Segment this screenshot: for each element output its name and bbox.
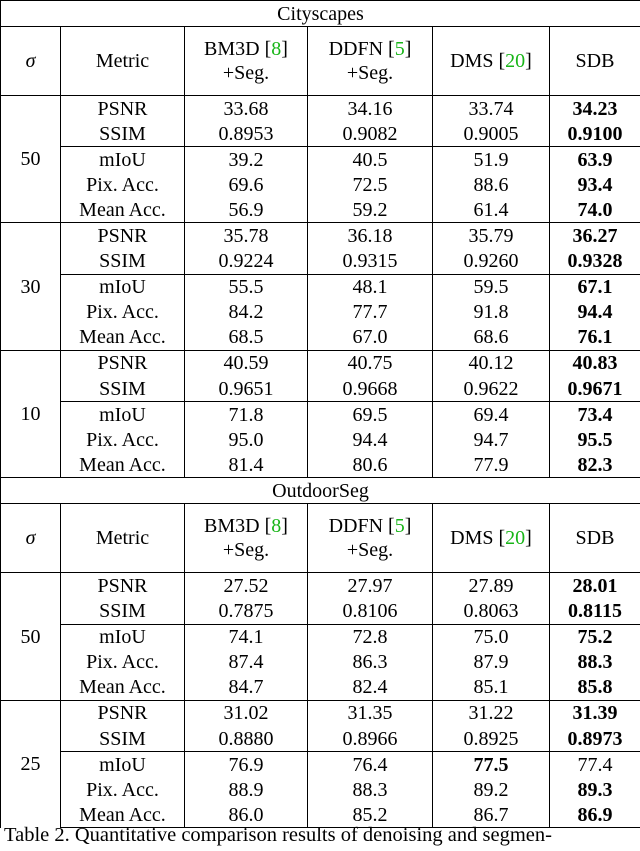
value-text: 80.6 xyxy=(352,453,388,476)
method-header xyxy=(308,504,433,573)
best-value: 73.4 xyxy=(577,403,613,426)
metric-value xyxy=(550,599,640,625)
metric-value xyxy=(433,700,550,726)
value-text: 72.8 xyxy=(352,626,388,649)
metric-value xyxy=(185,700,308,726)
method-header xyxy=(550,27,640,96)
dataset-title: OutdoorSeg xyxy=(1,478,640,504)
method-header xyxy=(308,27,433,96)
metric-label: SSIM xyxy=(61,121,185,147)
table-row xyxy=(1,452,640,478)
metric-value xyxy=(550,300,640,325)
metric-value xyxy=(550,573,640,599)
citation-link[interactable]: 20 xyxy=(505,527,526,550)
citation-link[interactable]: 20 xyxy=(505,50,526,72)
table-row xyxy=(1,147,640,173)
value-text: 0.9622 xyxy=(463,377,519,400)
metric-value xyxy=(550,376,640,402)
best-value: 67.1 xyxy=(577,276,613,299)
method-name: DMS [ xyxy=(450,527,506,550)
table-row xyxy=(1,223,640,249)
metric-value xyxy=(433,325,550,351)
metric-value xyxy=(433,752,550,778)
sigma-value: 25 xyxy=(1,700,61,827)
method-name: BM3D [ xyxy=(204,515,272,538)
value-text: 76.9 xyxy=(228,753,264,776)
sigma-value: 30 xyxy=(1,223,61,350)
table-row xyxy=(1,96,640,122)
bracket: ] xyxy=(404,515,412,538)
metric-value xyxy=(185,777,308,802)
metric-value xyxy=(308,427,433,452)
best-value: 94.4 xyxy=(577,301,613,324)
value-text: 40.75 xyxy=(347,352,393,375)
metric-label: Pix. Acc. xyxy=(61,777,185,802)
value-text: 89.2 xyxy=(473,778,509,801)
value-text: 74.1 xyxy=(228,626,264,649)
metric-value xyxy=(550,777,640,802)
best-value: 89.3 xyxy=(577,778,613,801)
sigma-value: 50 xyxy=(1,96,61,223)
table-row xyxy=(1,197,640,223)
metric-value xyxy=(185,249,308,275)
best-value: 40.83 xyxy=(572,352,618,375)
metric-value xyxy=(550,675,640,701)
value-text: 59.5 xyxy=(473,276,509,299)
metric-value xyxy=(433,452,550,478)
metric-value xyxy=(308,573,433,599)
best-value: 0.8115 xyxy=(568,600,622,623)
metric-label: Mean Acc. xyxy=(61,452,185,478)
best-value: 86.9 xyxy=(577,803,613,826)
table-row xyxy=(1,350,640,376)
table-caption: Table 2. Quantitative comparison results of denoising and segmen- xyxy=(4,824,552,846)
metric-value xyxy=(550,325,640,351)
value-text: 56.9 xyxy=(228,198,264,221)
metric-value xyxy=(185,752,308,778)
best-value: 36.27 xyxy=(572,225,618,248)
table-row xyxy=(1,624,640,650)
best-value: 63.9 xyxy=(577,148,613,171)
value-text: 85.2 xyxy=(352,803,388,826)
metric-value xyxy=(550,197,640,223)
metric-value xyxy=(308,376,433,402)
metric-label: Pix. Acc. xyxy=(61,650,185,675)
metric-value xyxy=(185,624,308,650)
value-text: 86.0 xyxy=(228,803,264,826)
metric-value xyxy=(433,726,550,752)
metric-value xyxy=(433,650,550,675)
value-text: 0.9082 xyxy=(342,122,398,145)
value-text: 40.59 xyxy=(223,352,269,375)
metric-value xyxy=(433,300,550,325)
metric-value xyxy=(308,197,433,223)
value-text: 27.89 xyxy=(468,574,514,597)
metric-value xyxy=(308,350,433,376)
best-value: 93.4 xyxy=(577,173,613,196)
method-suffix: +Seg. xyxy=(346,62,394,84)
metric-label: PSNR xyxy=(61,96,185,122)
table-row xyxy=(1,700,640,726)
bracket: ] xyxy=(525,50,532,72)
metric-value xyxy=(308,777,433,802)
bracket: ] xyxy=(281,515,288,538)
table-row xyxy=(1,325,640,351)
metric-value xyxy=(185,197,308,223)
metric-value xyxy=(185,402,308,428)
metric-value xyxy=(550,147,640,173)
value-text: 31.02 xyxy=(223,702,269,725)
best-value: 76.1 xyxy=(577,326,613,349)
table-row xyxy=(1,300,640,325)
value-text: 68.6 xyxy=(473,326,509,349)
table-row xyxy=(1,402,640,428)
value-text: 69.5 xyxy=(352,403,388,426)
sigma-value: 50 xyxy=(1,573,61,700)
value-text: 82.4 xyxy=(352,676,388,699)
value-text: 59.2 xyxy=(352,198,388,221)
metric-label: Mean Acc. xyxy=(61,325,185,351)
metric-label: Pix. Acc. xyxy=(61,300,185,325)
metric-label: Mean Acc. xyxy=(61,675,185,701)
best-value: 82.3 xyxy=(577,453,613,476)
value-text: 95.0 xyxy=(228,428,264,451)
value-text: 39.2 xyxy=(228,148,264,171)
metric-value xyxy=(185,350,308,376)
value-text: 91.8 xyxy=(473,301,509,324)
metric-value xyxy=(308,274,433,300)
value-text: 86.7 xyxy=(473,803,509,826)
value-text: 86.3 xyxy=(352,651,388,674)
metric-value xyxy=(433,96,550,122)
metric-value xyxy=(550,452,640,478)
bracket: ] xyxy=(404,38,412,60)
metric-value xyxy=(433,675,550,701)
method-name: DDFN [ xyxy=(328,515,395,538)
metric-label: SSIM xyxy=(61,249,185,275)
best-value: 77.5 xyxy=(473,753,509,776)
value-text: 88.6 xyxy=(473,173,509,196)
metric-label: mIoU xyxy=(61,624,185,650)
metric-value xyxy=(308,675,433,701)
metric-value xyxy=(550,726,640,752)
sigma-header: σ xyxy=(1,27,61,96)
metric-value xyxy=(433,777,550,802)
metric-value xyxy=(308,325,433,351)
metric-value xyxy=(433,172,550,197)
metric-label: mIoU xyxy=(61,752,185,778)
metric-label: SSIM xyxy=(61,726,185,752)
dataset-title-row xyxy=(1,478,640,504)
citation-link[interactable]: 5 xyxy=(394,515,405,538)
metric-value xyxy=(308,121,433,147)
table-row xyxy=(1,675,640,701)
method-suffix: +Seg. xyxy=(222,539,270,562)
metric-value xyxy=(433,573,550,599)
value-text: 40.5 xyxy=(352,148,388,171)
metric-value xyxy=(185,726,308,752)
value-text: 51.9 xyxy=(473,148,509,171)
value-text: 87.4 xyxy=(228,651,264,674)
table-row xyxy=(1,121,640,147)
metric-value xyxy=(185,274,308,300)
value-text: 88.3 xyxy=(352,778,388,801)
value-text: 81.4 xyxy=(228,453,264,476)
best-value: 74.0 xyxy=(577,198,613,221)
method-name: SDB xyxy=(575,527,615,550)
metric-value xyxy=(185,427,308,452)
value-text: 94.4 xyxy=(352,428,388,451)
value-text: 27.52 xyxy=(223,574,269,597)
value-text: 0.8925 xyxy=(463,727,519,750)
method-name: DMS [ xyxy=(450,50,506,72)
metric-value xyxy=(185,121,308,147)
metric-value xyxy=(433,350,550,376)
value-text: 0.9260 xyxy=(463,250,519,273)
value-text: 33.74 xyxy=(468,97,514,120)
value-text: 0.9315 xyxy=(342,250,398,273)
metric-value xyxy=(433,427,550,452)
metric-label: SSIM xyxy=(61,376,185,402)
metric-value xyxy=(550,752,640,778)
value-text: 0.8106 xyxy=(342,600,398,623)
metric-label: PSNR xyxy=(61,573,185,599)
metric-value xyxy=(550,624,640,650)
method-name: SDB xyxy=(575,50,615,72)
value-text: 68.5 xyxy=(228,326,264,349)
metric-value xyxy=(185,300,308,325)
metric-value xyxy=(433,197,550,223)
method-header xyxy=(550,504,640,573)
value-text: 55.5 xyxy=(228,276,264,299)
metric-header: Metric xyxy=(61,504,185,573)
header-row xyxy=(1,27,640,96)
metric-value xyxy=(308,726,433,752)
value-text: 84.2 xyxy=(228,301,264,324)
value-text: 31.22 xyxy=(468,702,514,725)
metric-label: Pix. Acc. xyxy=(61,172,185,197)
table-row xyxy=(1,726,640,752)
metric-value xyxy=(185,650,308,675)
metric-value xyxy=(308,624,433,650)
value-text: 48.1 xyxy=(352,276,388,299)
value-text: 72.5 xyxy=(352,173,388,196)
best-value: 0.8973 xyxy=(567,727,623,750)
best-value: 31.39 xyxy=(572,702,618,725)
best-value: 0.9328 xyxy=(567,250,623,273)
value-text: 0.8880 xyxy=(218,727,274,750)
metric-label: mIoU xyxy=(61,274,185,300)
metric-value xyxy=(308,249,433,275)
table-row xyxy=(1,249,640,275)
metric-value xyxy=(308,96,433,122)
metric-value xyxy=(550,223,640,249)
method-header xyxy=(433,504,550,573)
citation-link[interactable]: 8 xyxy=(271,38,282,60)
value-text: 77.7 xyxy=(352,301,388,324)
value-text: 94.7 xyxy=(473,428,509,451)
metric-value xyxy=(185,223,308,249)
metric-value xyxy=(308,452,433,478)
metric-value xyxy=(308,172,433,197)
best-value: 28.01 xyxy=(572,574,618,597)
value-text: 84.7 xyxy=(228,676,264,699)
value-text: 0.8953 xyxy=(218,122,274,145)
value-text: 75.0 xyxy=(473,626,509,649)
metric-label: PSNR xyxy=(61,700,185,726)
metric-value xyxy=(433,599,550,625)
metric-value xyxy=(550,274,640,300)
value-text: 85.1 xyxy=(473,676,509,699)
value-text: 0.9651 xyxy=(218,377,274,400)
value-text: 27.97 xyxy=(347,574,393,597)
metric-value xyxy=(433,223,550,249)
value-text: 35.78 xyxy=(223,225,269,248)
metric-value xyxy=(433,402,550,428)
metric-value xyxy=(550,802,640,828)
value-text: 67.0 xyxy=(352,326,388,349)
metric-value xyxy=(550,350,640,376)
best-value: 34.23 xyxy=(572,97,618,120)
method-header xyxy=(185,27,308,96)
best-value: 75.2 xyxy=(577,626,613,649)
metric-value xyxy=(433,274,550,300)
value-text: 0.9668 xyxy=(342,377,398,400)
method-suffix: +Seg. xyxy=(346,539,394,562)
metric-label: SSIM xyxy=(61,599,185,625)
value-text: 87.9 xyxy=(473,651,509,674)
value-text: 0.9005 xyxy=(463,122,519,145)
value-text: 0.9224 xyxy=(218,250,274,273)
method-suffix: +Seg. xyxy=(222,62,270,84)
metric-value xyxy=(308,752,433,778)
metric-label: Pix. Acc. xyxy=(61,427,185,452)
metric-value xyxy=(185,96,308,122)
metric-value xyxy=(433,376,550,402)
sigma-value: 10 xyxy=(1,350,61,477)
metric-value xyxy=(550,249,640,275)
header-row xyxy=(1,504,640,573)
value-text: 0.8966 xyxy=(342,727,398,750)
table-row xyxy=(1,274,640,300)
metric-value xyxy=(308,599,433,625)
metric-value xyxy=(550,96,640,122)
metric-value xyxy=(308,300,433,325)
best-value: 88.3 xyxy=(577,651,613,674)
value-text: 88.9 xyxy=(228,778,264,801)
bracket: ] xyxy=(525,527,532,550)
sigma-header: σ xyxy=(1,504,61,573)
metric-label: mIoU xyxy=(61,402,185,428)
metric-value xyxy=(550,402,640,428)
dataset-title-row xyxy=(1,1,640,27)
value-text: 34.16 xyxy=(347,97,393,120)
value-text: 36.18 xyxy=(347,225,393,248)
metric-value xyxy=(185,147,308,173)
method-name: BM3D [ xyxy=(204,38,272,60)
metric-header: Metric xyxy=(61,27,185,96)
citation-link[interactable]: 5 xyxy=(394,38,405,60)
metric-value xyxy=(550,121,640,147)
metric-value xyxy=(433,249,550,275)
value-text: 69.4 xyxy=(473,403,509,426)
method-name: DDFN [ xyxy=(328,38,395,60)
metric-value xyxy=(433,147,550,173)
metric-value xyxy=(550,427,640,452)
metric-label: PSNR xyxy=(61,350,185,376)
value-text: 69.6 xyxy=(228,173,264,196)
table-row xyxy=(1,650,640,675)
table-row xyxy=(1,172,640,197)
value-text: 0.7875 xyxy=(218,600,274,623)
value-text: 71.8 xyxy=(228,403,264,426)
value-text: 77.4 xyxy=(577,753,613,776)
value-text: 35.79 xyxy=(468,225,514,248)
metric-value xyxy=(185,452,308,478)
table-row xyxy=(1,599,640,625)
metric-label: Mean Acc. xyxy=(61,802,185,828)
citation-link[interactable]: 8 xyxy=(271,515,282,538)
metric-label: mIoU xyxy=(61,147,185,173)
method-header xyxy=(433,27,550,96)
metric-value xyxy=(185,376,308,402)
best-value: 85.8 xyxy=(577,676,613,699)
table-row xyxy=(1,427,640,452)
dataset-title: Cityscapes xyxy=(1,1,640,27)
metric-value xyxy=(550,650,640,675)
metric-value xyxy=(185,325,308,351)
value-text: 61.4 xyxy=(473,198,509,221)
best-value: 95.5 xyxy=(577,428,613,451)
metric-value xyxy=(550,700,640,726)
method-header xyxy=(185,504,308,573)
value-text: 31.35 xyxy=(347,702,393,725)
value-text: 40.12 xyxy=(468,352,514,375)
value-text: 77.9 xyxy=(473,453,509,476)
metric-value xyxy=(308,402,433,428)
value-text: 76.4 xyxy=(352,753,388,776)
table-row xyxy=(1,573,640,599)
metric-value xyxy=(308,223,433,249)
metric-label: Mean Acc. xyxy=(61,197,185,223)
metric-value xyxy=(308,147,433,173)
table-row xyxy=(1,752,640,778)
metric-value xyxy=(433,121,550,147)
best-value: 0.9100 xyxy=(567,122,623,145)
value-text: 0.8063 xyxy=(463,600,519,623)
table-row xyxy=(1,376,640,402)
metric-value xyxy=(433,624,550,650)
metric-value xyxy=(308,700,433,726)
metric-value xyxy=(185,675,308,701)
best-value: 0.9671 xyxy=(567,377,623,400)
value-text: 33.68 xyxy=(223,97,269,120)
metric-value xyxy=(185,172,308,197)
metric-value xyxy=(308,650,433,675)
bracket: ] xyxy=(281,38,288,60)
table-row xyxy=(1,777,640,802)
metric-value xyxy=(185,599,308,625)
metric-label: PSNR xyxy=(61,223,185,249)
metric-value xyxy=(185,573,308,599)
metric-value xyxy=(550,172,640,197)
